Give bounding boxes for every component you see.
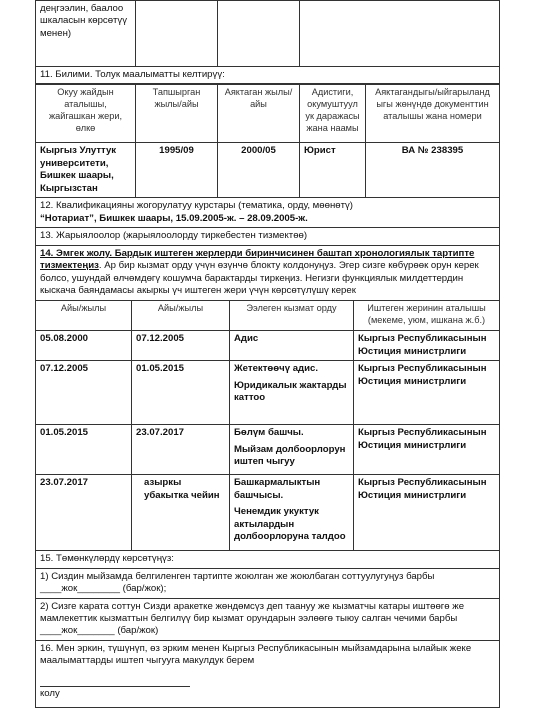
work-from: 07.12.2005: [36, 361, 132, 425]
work-organization: Кыргыз Республикасынын Юстиция министрлиги: [354, 361, 500, 425]
qualification-title: 12. Квалификацияны жогорулатуу курстары (тематика, орду, мөөнөтү): [40, 200, 353, 212]
work-history-instructions: . Ар бир кызмат орду үчүн өзүнчө блокту колдонуңуз. Эгер сизге көбүрөөк орун керек болсо, ушундай өлчөмдөгү кошумча барактарды тиркеңиз. Негизги функциялык милдеттердин кыскача баяндамасы акыркы үч иштеген жери үчүн көрсөтүлүшү керек: [40, 260, 479, 297]
declarations-title: 15. Төмөнкүлөрдү көрсөтүңүз:: [36, 551, 500, 568]
work-position: Жетектөөчү адис. Юридикалык жактарды каттоо: [230, 361, 354, 425]
work-organization: Кыргыз Республикасынын Юстиция министрлиги: [354, 475, 500, 551]
work-position: Башкармалыктын башчысы. Ченемдик укуктук актылардын долбоорлоруна талдоо: [230, 475, 354, 551]
consent-text: 16. Мен эркин, түшүнүп, өз эрким менен Кыргыз Республикасынын мыйзамдарына ылайык жеке маалыматтарды иштеп чыгууга макулдук берем: [40, 642, 472, 667]
education-document: ВА № 238395: [366, 143, 500, 198]
conviction-question: 1) Сиздин мыйзамда белгиленген тартипте жоюлган же жоюлбаган соттуулугуңуз барбы: [40, 570, 435, 582]
publications-title: 13. Жарыялоолор (жарыялоолорду тиркебестен тизмектөө): [36, 228, 500, 245]
education-end: 2000/05: [218, 143, 300, 198]
education-table: [35, 84, 500, 198]
signature-label: колу: [40, 687, 60, 699]
incapacity-options: (бар/жок): [117, 625, 159, 637]
education-title: 11. Билими. Толук маалыматты келтирүү:: [36, 67, 500, 84]
work-header-position: Ээлеген кызмат орду: [230, 301, 354, 331]
signature-line[interactable]: [40, 686, 190, 700]
incapacity-question: 2) Сизге карата соттун Сизди аракетке жөндөмсүз деп таануу же кызматчы катары иштөөгө же мамлекеттик кызматтын белгилүү бир кызмат орундарын ээлөөгө тыюу салган чечими барбы: [40, 600, 465, 624]
education-header-end: Аяктаган жылы/айы: [218, 85, 300, 143]
work-position: Адис: [230, 331, 354, 361]
education-header-institution: Окуу жайдын аталышы, жайгашкан жери, өлкө: [36, 85, 136, 143]
work-organization: Кыргыз Республикасынын Юстиция министрлиги: [354, 331, 500, 361]
work-to: 01.05.2015: [132, 361, 230, 425]
work-header-to: Айы/жылы: [132, 301, 230, 331]
education-section: [35, 67, 500, 84]
work-row: [36, 425, 500, 475]
work-position: Бөлүм башчы. Мыйзам долбоорлорун иштеп чыгуу: [230, 425, 354, 475]
work-row: [36, 331, 500, 361]
work-from: 05.08.2000: [36, 331, 132, 361]
education-header-specialty: Адистиги, окумуштуул ук даражасы жана наамы: [300, 85, 366, 143]
declarations-section: 15. Төмөнкүлөрдү көрсөтүңүз: 1) Сиздин мыйзамда белгиленген тартипте жоюлган же жоюлбаган соттуулугуңуз барбы ____жок________ (бар/жок); 2) Сизге карата соттун Сизди аракетке жөндөмсүз деп таануу же кызматчы катары иштөөгө же мамлекеттик кызматтын белгилүү бир кызмат орундарын ээлөөгө тыюу салган чечими барбы ____жок_______ (бар/жок) 16. Мен эркин, түшүнүп, өз эрким менен Кыргыз Республикасынын мыйзамдарына ылайык жеке маалыматтарды иштеп чыгууга макулдук берем колу: [35, 551, 500, 708]
education-header-document: Аяктагандыгы/ыйгарыланд ыгы жөнүндө документтин аталышы жана номери: [366, 85, 500, 143]
education-start: 1995/09: [136, 143, 218, 198]
work-history-title: 14. Эмгек жолу. Бардык иштеген жерлерди биринчисинен баштап хронологиялык тартипте тизмектеңиз: [40, 247, 475, 272]
form-page: [35, 0, 500, 708]
conviction-options: (бар/жок);: [122, 583, 167, 595]
work-to: 23.07.2017: [132, 425, 230, 475]
incapacity-answer[interactable]: жок: [61, 625, 78, 637]
work-from: 23.07.2017: [36, 475, 132, 551]
work-header-organization: Иштеген жеринин аталышы (мекеме, уюм, ишкана ж.б.): [354, 301, 500, 331]
education-specialty: Юрист: [300, 143, 366, 198]
work-from: 01.05.2015: [36, 425, 132, 475]
work-to: азыркы убакытка чейин: [132, 475, 230, 551]
work-organization: Кыргыз Республикасынын Юстиция министрлиги: [354, 425, 500, 475]
education-institution: Кыргыз Улуттук университети, Бишкек шаары, Кыргызстан: [36, 143, 136, 198]
conviction-answer[interactable]: жок: [61, 583, 78, 595]
work-history-table: [35, 301, 500, 552]
qualification-section: [35, 198, 500, 300]
education-header-start: Тапшырган жылы/айы: [136, 85, 218, 143]
work-row: [36, 361, 500, 425]
work-to: 07.12.2005: [132, 331, 230, 361]
qualification-value: “Нотариат”, Бишкек шаары, 15.09.2005-ж. – 28.09.2005-ж.: [40, 212, 308, 224]
work-header-from: Айы/жылы: [36, 301, 132, 331]
work-row: [36, 475, 500, 551]
top-fragment-text: деңгээлин, баалоо шкаласын көрсөтүү менен): [36, 1, 136, 67]
top-fragment-table: [35, 0, 500, 67]
